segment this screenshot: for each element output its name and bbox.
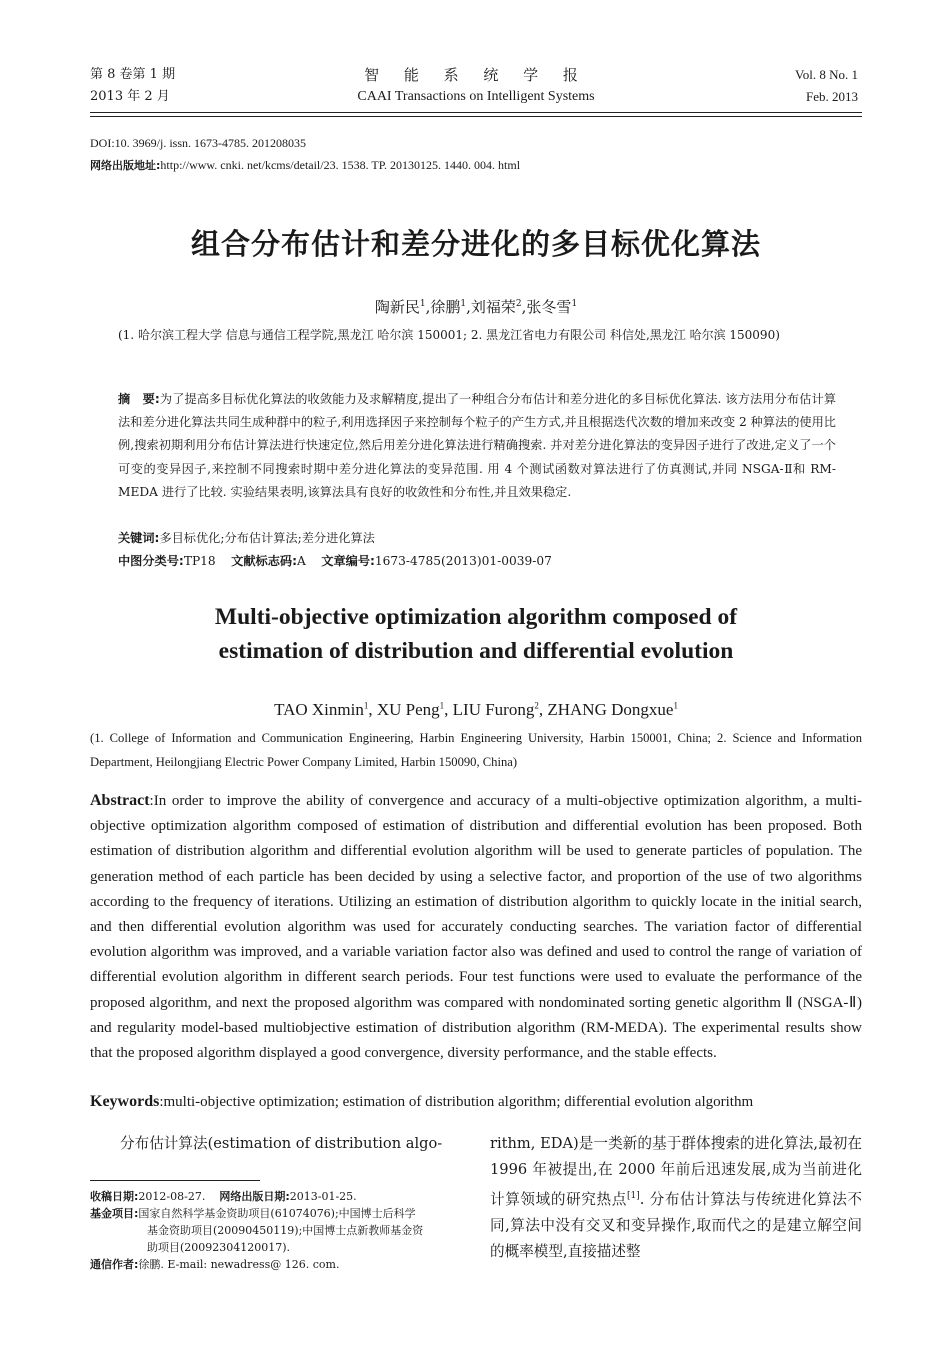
keywords-cn-text: 多目标优化;分布估计算法;差分进化算法 xyxy=(159,531,375,545)
author-en-4: ZHANG Dongxue xyxy=(547,700,674,719)
title-en xyxy=(0,600,952,668)
keywords-en-label: Keywords xyxy=(90,1093,160,1110)
journal-name-cn: 智 能 系 统 学 报 xyxy=(364,66,588,84)
author-cn-4: 张冬雪 xyxy=(526,298,572,316)
author-en-1: TAO Xinmin xyxy=(274,700,364,719)
online-address xyxy=(90,154,520,177)
abstract-en-text: :In order to improve the ability of convergence and accuracy of a multi-objective optimization algorithm, a multi-objective optimization algorithm composed of estimation of distribution and differential evolution has been proposed. Both estimation of distribution algorithm and differential evolution algorithm will be used to generate particles of population. The generation method of each particle has been decided by using a selective factor, and proportion of the use of two algorithms according to the frequency of iterations. Utilizing an estimation of distribution algorithm to quickly locate in the initial search, and then differential evolution algorithm was used for accurately conducting searches. The variation factor of differential evolution algorithm was improved, and a variable variation factor also was defined and used to control the range of variation of differential evolution algorithm in different search periods. Four test functions were used to evaluate the performance of the proposed algorithm, and next the proposed algorithm was compared with nondominated sorting genetic algorithm Ⅱ (NSGA-Ⅱ) and regularity model-based multiobjective estimation of distribution algorithm (RM-MEDA). The experimental results show that the proposed algorithm displayed a good convergence, diversity performance, and the stable effects. xyxy=(90,793,862,1062)
article-meta xyxy=(90,132,520,177)
corresponding-author: 徐鹏. E-mail: newadress@ 126. com. xyxy=(138,1258,340,1271)
footnote-corresponding xyxy=(90,1256,470,1273)
body-right-text-1: rithm, EDA)是一类新的基于群体搜索的进化算法,最初在 1996 年被提出,在 2000 年前后迅速发展,成为当前进化计算领域的研究热点 xyxy=(490,1135,862,1208)
header-rule-thin xyxy=(90,116,862,117)
keywords-cn-label: 关键词: xyxy=(118,531,160,545)
keywords-en xyxy=(90,1090,862,1114)
authors-en: TAO Xinmin$^1$, XU Peng$^1$, LIU Furong$^2$, ZHANG Dongxue$^1$ xyxy=(274,700,678,719)
affiliation-cn: (1. 哈尔滨工程大学 信息与通信工程学院,黑龙江 哈尔滨 150001; 2. 黑龙江省电力有限公司 科信处,黑龙江 哈尔滨 150090) xyxy=(118,328,780,342)
authors-cn: 陶新民$^1$,徐鹏$^1$,刘福荣$^2$,张冬雪$^1$ xyxy=(374,298,578,316)
footnote xyxy=(90,1188,470,1273)
author-cn-2: 徐鹏 xyxy=(430,298,461,316)
body-left-column: 分布估计算法(estimation of distribution algo- xyxy=(120,1135,443,1152)
received-label: 收稿日期: xyxy=(90,1190,139,1203)
online-date: 2013-01-25. xyxy=(289,1190,357,1203)
abstract-cn-label: 摘 要: xyxy=(118,392,160,406)
fund-line-1: 国家自然科学基金资助项目(61074076);中国博士后科学 xyxy=(138,1207,416,1220)
clc-label: 中图分类号: xyxy=(118,554,184,568)
classification-cn xyxy=(118,550,836,573)
affiliation-en: (1. College of Information and Communication Engineering, Harbin Engineering University, Harbin 150001, China; 2. Science and Information Department, Heilongjiang Electric Power Company Limited, Harbin 150090, China) xyxy=(90,731,862,769)
abstract-en-label: Abstract xyxy=(90,792,150,809)
online-date-label: 网络出版日期: xyxy=(219,1190,290,1203)
author-en-2: XU Peng xyxy=(376,700,440,719)
author-en-2-affil: 1 xyxy=(439,700,445,711)
clc-value: TP18 xyxy=(183,554,216,568)
article-no-value: 1673-4785(2013)01-0039-07 xyxy=(374,554,552,568)
abstract-en xyxy=(90,788,862,1066)
footnote-rule xyxy=(90,1180,260,1181)
author-en-4-affil: 1 xyxy=(673,700,678,711)
footnote-dates xyxy=(90,1188,470,1205)
fund-label: 基金项目: xyxy=(90,1207,139,1220)
author-en-3: LIU Furong xyxy=(452,700,535,719)
author-cn-2-affil: 1 xyxy=(460,299,467,309)
body-right-text-2: . 分布估计算法与传统进化算法不同,算法中没有交叉和变异操作,取而代之的是建立解空间的概率模型,直接描述整 xyxy=(490,1190,862,1260)
corresponding-label: 通信作者: xyxy=(90,1258,139,1271)
footnote-fund xyxy=(90,1205,470,1256)
author-en-3-affil: 2 xyxy=(534,700,539,711)
online-url[interactable]: http://www. cnki. net/kcms/detail/23. 1538. TP. 20130125. 1440. 004. html xyxy=(160,158,521,172)
title-en-line-2: estimation of distribution and differential evolution xyxy=(218,638,734,664)
body-right-column xyxy=(490,1131,862,1265)
fund-line-2: 基金资助项目(20090450119);中国博士点新教师基金资 xyxy=(147,1224,424,1237)
doc-code-value: A xyxy=(296,554,306,568)
doc-code-label: 文献标志码: xyxy=(231,554,297,568)
keywords-cn xyxy=(118,527,836,550)
article-no-label: 文章编号: xyxy=(321,554,375,568)
abstract-cn-text: 为了提高多目标优化算法的收敛能力及求解精度,提出了一种组合分布估计和差分进化的多目标优化算法. 该方法用分布估计算法和差分进化算法共同生成种群中的粒子,利用选择因子来控制每个粒子的产生方式,并且根据迭代次数的增加来改变 2 种算法的使用比例,搜索初期利用分布估计算法进行快速定位,然后用差分进化算法进行精确搜索. 并对差分进化算法的变异因子进行了改进,定义了一个可变的变异因子,来控制不同搜索时期中差分进化算法的变异范围. 用 4 个测试函数对算法进行了仿真测试,并同 NSGA-Ⅱ和 RM-MEDA 进行了比较. 实验结果表明,该算法具有良好的收敛性和分布性,并且效果稳定. xyxy=(118,392,837,499)
header-date-cn: 2013 年 2 月 xyxy=(90,89,170,104)
author-en-1-affil: 1 xyxy=(363,700,369,711)
header-date-en: Feb. 2013 xyxy=(806,89,858,104)
journal-name-en: CAAI Transactions on Intelligent Systems xyxy=(357,89,595,104)
online-address-label: 网络出版地址: xyxy=(90,159,161,172)
title-cn: 组合分布估计和差分进化的多目标优化算法 xyxy=(190,227,761,261)
received-date: 2012-08-27. xyxy=(138,1190,206,1203)
author-cn-3-affil: 2 xyxy=(515,299,522,309)
abstract-cn xyxy=(118,388,836,504)
keywords-en-text: :multi-objective optimization; estimation of distribution algorithm; differential evolution algorithm xyxy=(159,1094,754,1110)
header-volume-cn: 第 8 卷第 1 期 xyxy=(90,67,176,82)
author-cn-1: 陶新民 xyxy=(374,298,420,316)
header-volume-en: Vol. 8 No. 1 xyxy=(795,67,858,82)
author-cn-4-affil: 1 xyxy=(571,299,578,309)
header-volume xyxy=(795,64,858,108)
author-cn-3: 刘福荣 xyxy=(470,298,516,316)
reference-1[interactable]: [1] xyxy=(626,1191,640,1201)
title-en-line-1: Multi-objective optimization algorithm composed of xyxy=(214,604,738,630)
fund-line-3: 助项目(20092304120017). xyxy=(147,1241,291,1254)
author-cn-1-affil: 1 xyxy=(419,299,426,309)
header-rule-thick xyxy=(90,112,862,113)
doi[interactable]: DOI:10. 3969/j. issn. 1673-4785. 201208035 xyxy=(90,136,306,150)
keywords-cn-block xyxy=(118,527,836,573)
